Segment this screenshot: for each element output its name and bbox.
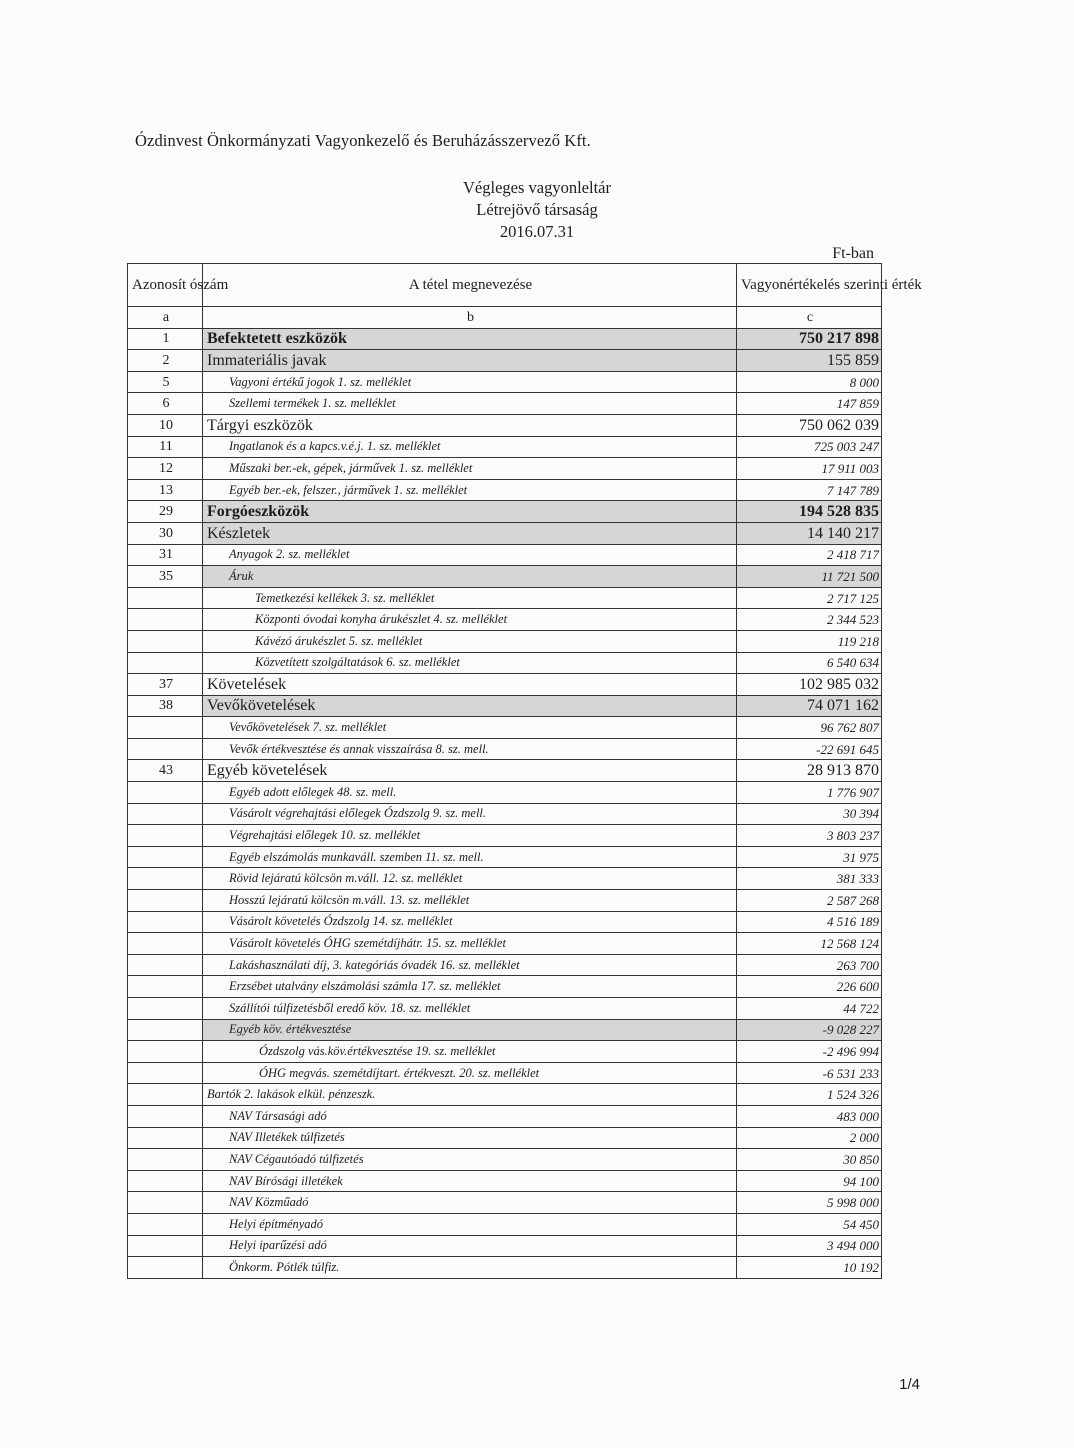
row-value-cell: 483 000 bbox=[737, 1105, 882, 1127]
row-value-cell: 74 071 162 bbox=[737, 695, 882, 717]
row-name-cell: Vásárolt végrehajtási előlegek Ózdszolg 9. sz. mell. bbox=[203, 803, 737, 825]
column-letter-c: c bbox=[737, 307, 882, 329]
row-name-cell: Központi óvodai konyha árukészlet 4. sz. melléklet bbox=[203, 609, 737, 631]
table-row bbox=[128, 825, 882, 847]
row-name-cell: Végrehajtási előlegek 10. sz. melléklet bbox=[203, 825, 737, 847]
row-value-cell: 11 721 500 bbox=[737, 566, 882, 588]
row-id-cell bbox=[128, 738, 203, 760]
row-name-cell: Anyagok 2. sz. melléklet bbox=[203, 544, 737, 566]
table-row bbox=[128, 1213, 882, 1235]
row-name-cell: Egyéb elszámolás munkaváll. szemben 11. sz. mell. bbox=[203, 846, 737, 868]
row-name-cell: Egyéb köv. értékvesztése bbox=[203, 1019, 737, 1041]
row-name-cell: Befektetett eszközök bbox=[203, 328, 737, 350]
row-id-cell bbox=[128, 1257, 203, 1279]
table-row bbox=[128, 760, 882, 782]
row-id-cell bbox=[128, 782, 203, 804]
table-row bbox=[128, 976, 882, 998]
table-row bbox=[128, 1170, 882, 1192]
table-row bbox=[128, 328, 882, 350]
row-id-cell bbox=[128, 652, 203, 674]
table-row bbox=[128, 1019, 882, 1041]
row-id-cell: 10 bbox=[128, 414, 203, 436]
table-row bbox=[128, 587, 882, 609]
row-name-cell: Ingatlanok és a kapcs.v.é.j. 1. sz. melléklet bbox=[203, 436, 737, 458]
row-id-cell: 11 bbox=[128, 436, 203, 458]
row-id-cell bbox=[128, 1041, 203, 1063]
table-row bbox=[128, 544, 882, 566]
row-name-cell: ÓHG megvás. szemétdíjtart. értékveszt. 20. sz. melléklet bbox=[203, 1062, 737, 1084]
row-id-cell bbox=[128, 954, 203, 976]
row-value-cell: 750 062 039 bbox=[737, 414, 882, 436]
row-id-cell: 6 bbox=[128, 393, 203, 415]
table-row bbox=[128, 1084, 882, 1106]
row-id-cell bbox=[128, 1170, 203, 1192]
row-value-cell: 31 975 bbox=[737, 846, 882, 868]
row-id-cell: 12 bbox=[128, 458, 203, 480]
row-name-cell: Közvetített szolgáltatások 6. sz. melléklet bbox=[203, 652, 737, 674]
table-row bbox=[128, 371, 882, 393]
table-row bbox=[128, 479, 882, 501]
row-value-cell: 750 217 898 bbox=[737, 328, 882, 350]
row-name-cell: Bartók 2. lakások elkül. pénzeszk. bbox=[203, 1084, 737, 1106]
row-id-cell: 37 bbox=[128, 674, 203, 696]
row-id-cell: 2 bbox=[128, 350, 203, 372]
table-row bbox=[128, 954, 882, 976]
row-name-cell: Vásárolt követelés ÓHG szemétdíjhátr. 15. sz. melléklet bbox=[203, 933, 737, 955]
row-name-cell: Rövid lejáratú kölcsön m.váll. 12. sz. melléklet bbox=[203, 868, 737, 890]
row-value-cell: -9 028 227 bbox=[737, 1019, 882, 1041]
row-name-cell: Hosszú lejáratú kölcsön m.váll. 13. sz. melléklet bbox=[203, 890, 737, 912]
row-id-cell bbox=[128, 868, 203, 890]
table-row bbox=[128, 1192, 882, 1214]
column-header-value: Vagyonértékelés szerinti érték bbox=[737, 264, 882, 307]
row-id-cell: 35 bbox=[128, 566, 203, 588]
row-name-cell: Tárgyi eszközök bbox=[203, 414, 737, 436]
row-name-cell: Vevők értékvesztése és annak visszaírása 8. sz. mell. bbox=[203, 738, 737, 760]
row-value-cell: 263 700 bbox=[737, 954, 882, 976]
currency-unit: Ft-ban bbox=[832, 245, 874, 262]
row-name-cell: Szellemi termékek 1. sz. melléklet bbox=[203, 393, 737, 415]
row-name-cell: Erzsébet utalvány elszámolási számla 17. sz. melléklet bbox=[203, 976, 737, 998]
row-id-cell: 13 bbox=[128, 479, 203, 501]
table-row bbox=[128, 868, 882, 890]
row-value-cell: 2 000 bbox=[737, 1127, 882, 1149]
row-value-cell: 6 540 634 bbox=[737, 652, 882, 674]
row-name-cell: NAV Illetékek túlfizetés bbox=[203, 1127, 737, 1149]
row-name-cell: Ózdszolg vás.köv.értékvesztése 19. sz. melléklet bbox=[203, 1041, 737, 1063]
row-value-cell: 28 913 870 bbox=[737, 760, 882, 782]
row-id-cell bbox=[128, 1105, 203, 1127]
row-id-cell bbox=[128, 911, 203, 933]
row-value-cell: 3 803 237 bbox=[737, 825, 882, 847]
row-value-cell: 3 494 000 bbox=[737, 1235, 882, 1257]
row-id-cell bbox=[128, 1192, 203, 1214]
table-row bbox=[128, 522, 882, 544]
row-name-cell: Követelések bbox=[203, 674, 737, 696]
row-value-cell: 226 600 bbox=[737, 976, 882, 998]
row-id-cell: 5 bbox=[128, 371, 203, 393]
table-row bbox=[128, 782, 882, 804]
row-value-cell: 2 587 268 bbox=[737, 890, 882, 912]
table-row bbox=[128, 630, 882, 652]
row-id-cell: 30 bbox=[128, 522, 203, 544]
row-name-cell: Temetkezési kellékek 3. sz. melléklet bbox=[203, 587, 737, 609]
table-row bbox=[128, 436, 882, 458]
row-value-cell: 17 911 003 bbox=[737, 458, 882, 480]
table-row bbox=[128, 933, 882, 955]
table-row bbox=[128, 1041, 882, 1063]
row-name-cell: Vevőkövetelések bbox=[203, 695, 737, 717]
row-name-cell: Helyi iparűzési adó bbox=[203, 1235, 737, 1257]
table-row bbox=[128, 1257, 882, 1279]
table-row bbox=[128, 1149, 882, 1171]
row-id-cell bbox=[128, 1127, 203, 1149]
table-row bbox=[128, 501, 882, 523]
row-value-cell: 30 394 bbox=[737, 803, 882, 825]
table-row bbox=[128, 717, 882, 739]
document-titles bbox=[0, 177, 1074, 243]
row-value-cell: 5 998 000 bbox=[737, 1192, 882, 1214]
row-value-cell: 1 776 907 bbox=[737, 782, 882, 804]
row-value-cell: 94 100 bbox=[737, 1170, 882, 1192]
table-row bbox=[128, 998, 882, 1020]
row-value-cell: 155 859 bbox=[737, 350, 882, 372]
row-name-cell: Egyéb adott előlegek 48. sz. mell. bbox=[203, 782, 737, 804]
row-id-cell bbox=[128, 1213, 203, 1235]
table-row bbox=[128, 803, 882, 825]
row-id-cell bbox=[128, 1084, 203, 1106]
row-value-cell: -6 531 233 bbox=[737, 1062, 882, 1084]
row-value-cell: 14 140 217 bbox=[737, 522, 882, 544]
row-value-cell: 12 568 124 bbox=[737, 933, 882, 955]
row-name-cell: Önkorm. Pótlék túlfiz. bbox=[203, 1257, 737, 1279]
row-name-cell: Vásárolt követelés Ózdszolg 14. sz. melléklet bbox=[203, 911, 737, 933]
row-id-cell bbox=[128, 803, 203, 825]
row-value-cell: 44 722 bbox=[737, 998, 882, 1020]
row-id-cell bbox=[128, 933, 203, 955]
row-name-cell: Készletek bbox=[203, 522, 737, 544]
row-id-cell bbox=[128, 1149, 203, 1171]
table-row bbox=[128, 846, 882, 868]
document-date: 2016.07.31 bbox=[499, 222, 575, 241]
row-name-cell: NAV Társasági adó bbox=[203, 1105, 737, 1127]
table-row bbox=[128, 695, 882, 717]
table-row bbox=[128, 674, 882, 696]
table-row bbox=[128, 890, 882, 912]
row-id-cell: 31 bbox=[128, 544, 203, 566]
row-value-cell: 10 192 bbox=[737, 1257, 882, 1279]
row-id-cell: 43 bbox=[128, 760, 203, 782]
column-header-name: A tétel megnevezése bbox=[203, 264, 737, 307]
table-row bbox=[128, 566, 882, 588]
row-id-cell bbox=[128, 609, 203, 631]
row-name-cell: Forgóeszközök bbox=[203, 501, 737, 523]
table-row bbox=[128, 350, 882, 372]
row-id-cell bbox=[128, 825, 203, 847]
table-row bbox=[128, 1235, 882, 1257]
row-id-cell: 29 bbox=[128, 501, 203, 523]
row-id-cell bbox=[128, 1019, 203, 1041]
row-value-cell: 8 000 bbox=[737, 371, 882, 393]
table-row bbox=[128, 911, 882, 933]
table-row bbox=[128, 414, 882, 436]
row-value-cell: 147 859 bbox=[737, 393, 882, 415]
table-row bbox=[128, 738, 882, 760]
row-value-cell: 4 516 189 bbox=[737, 911, 882, 933]
row-name-cell: Vagyoni értékű jogok 1. sz. melléklet bbox=[203, 371, 737, 393]
column-header-id: Azonosít ószám bbox=[128, 264, 203, 307]
document-title: Végleges vagyonleltár bbox=[463, 178, 611, 197]
row-name-cell: Vevőkövetelések 7. sz. melléklet bbox=[203, 717, 737, 739]
inventory-table bbox=[127, 263, 922, 1279]
row-name-cell: Helyi építményadó bbox=[203, 1213, 737, 1235]
row-value-cell: 96 762 807 bbox=[737, 717, 882, 739]
row-value-cell: 1 524 326 bbox=[737, 1084, 882, 1106]
row-name-cell: NAV Közműadó bbox=[203, 1192, 737, 1214]
row-value-cell: 2 344 523 bbox=[737, 609, 882, 631]
table-header-row bbox=[128, 264, 882, 307]
row-id-cell bbox=[128, 587, 203, 609]
row-id-cell bbox=[128, 717, 203, 739]
row-name-cell: Kávézó árukészlet 5. sz. melléklet bbox=[203, 630, 737, 652]
row-value-cell: 725 003 247 bbox=[737, 436, 882, 458]
row-value-cell: 7 147 789 bbox=[737, 479, 882, 501]
row-id-cell bbox=[128, 1062, 203, 1084]
row-name-cell: Szállítói túlfizetésből eredő köv. 18. sz. melléklet bbox=[203, 998, 737, 1020]
page-number: 1/4 bbox=[899, 1376, 920, 1393]
row-id-cell bbox=[128, 890, 203, 912]
row-value-cell: -2 496 994 bbox=[737, 1041, 882, 1063]
row-value-cell: 194 528 835 bbox=[737, 501, 882, 523]
table-row bbox=[128, 1105, 882, 1127]
column-letter-b: b bbox=[203, 307, 737, 329]
company-name: Ózdinvest Önkormányzati Vagyonkezelő és Beruházásszervező Kft. bbox=[135, 131, 591, 150]
row-value-cell: -22 691 645 bbox=[737, 738, 882, 760]
row-name-cell: Műszaki ber.-ek, gépek, járművek 1. sz. melléklet bbox=[203, 458, 737, 480]
row-id-cell bbox=[128, 846, 203, 868]
table-row bbox=[128, 458, 882, 480]
row-id-cell bbox=[128, 1235, 203, 1257]
row-value-cell: 2 717 125 bbox=[737, 587, 882, 609]
row-value-cell: 381 333 bbox=[737, 868, 882, 890]
row-name-cell: Áruk bbox=[203, 566, 737, 588]
row-id-cell bbox=[128, 976, 203, 998]
column-letters-row bbox=[128, 307, 882, 329]
row-name-cell: NAV Cégautóadó túlfizetés bbox=[203, 1149, 737, 1171]
row-name-cell: Egyéb ber.-ek, felszer., járművek 1. sz. melléklet bbox=[203, 479, 737, 501]
row-value-cell: 102 985 032 bbox=[737, 674, 882, 696]
row-id-cell bbox=[128, 630, 203, 652]
table-row bbox=[128, 1062, 882, 1084]
column-letter-a: a bbox=[128, 307, 203, 329]
row-value-cell: 54 450 bbox=[737, 1213, 882, 1235]
table-row bbox=[128, 1127, 882, 1149]
row-value-cell: 119 218 bbox=[737, 630, 882, 652]
row-id-cell bbox=[128, 998, 203, 1020]
row-id-cell: 1 bbox=[128, 328, 203, 350]
row-name-cell: Egyéb követelések bbox=[203, 760, 737, 782]
row-name-cell: Immateriális javak bbox=[203, 350, 737, 372]
table-row bbox=[128, 393, 882, 415]
row-id-cell: 38 bbox=[128, 695, 203, 717]
table-row bbox=[128, 652, 882, 674]
row-value-cell: 30 850 bbox=[737, 1149, 882, 1171]
row-name-cell: Lakáshasználati díj, 3. kategóriás óvadék 16. sz. melléklet bbox=[203, 954, 737, 976]
table-row bbox=[128, 609, 882, 631]
row-name-cell: NAV Bírósági illetékek bbox=[203, 1170, 737, 1192]
document-subtitle: Létrejövő társaság bbox=[476, 200, 598, 219]
row-value-cell: 2 418 717 bbox=[737, 544, 882, 566]
